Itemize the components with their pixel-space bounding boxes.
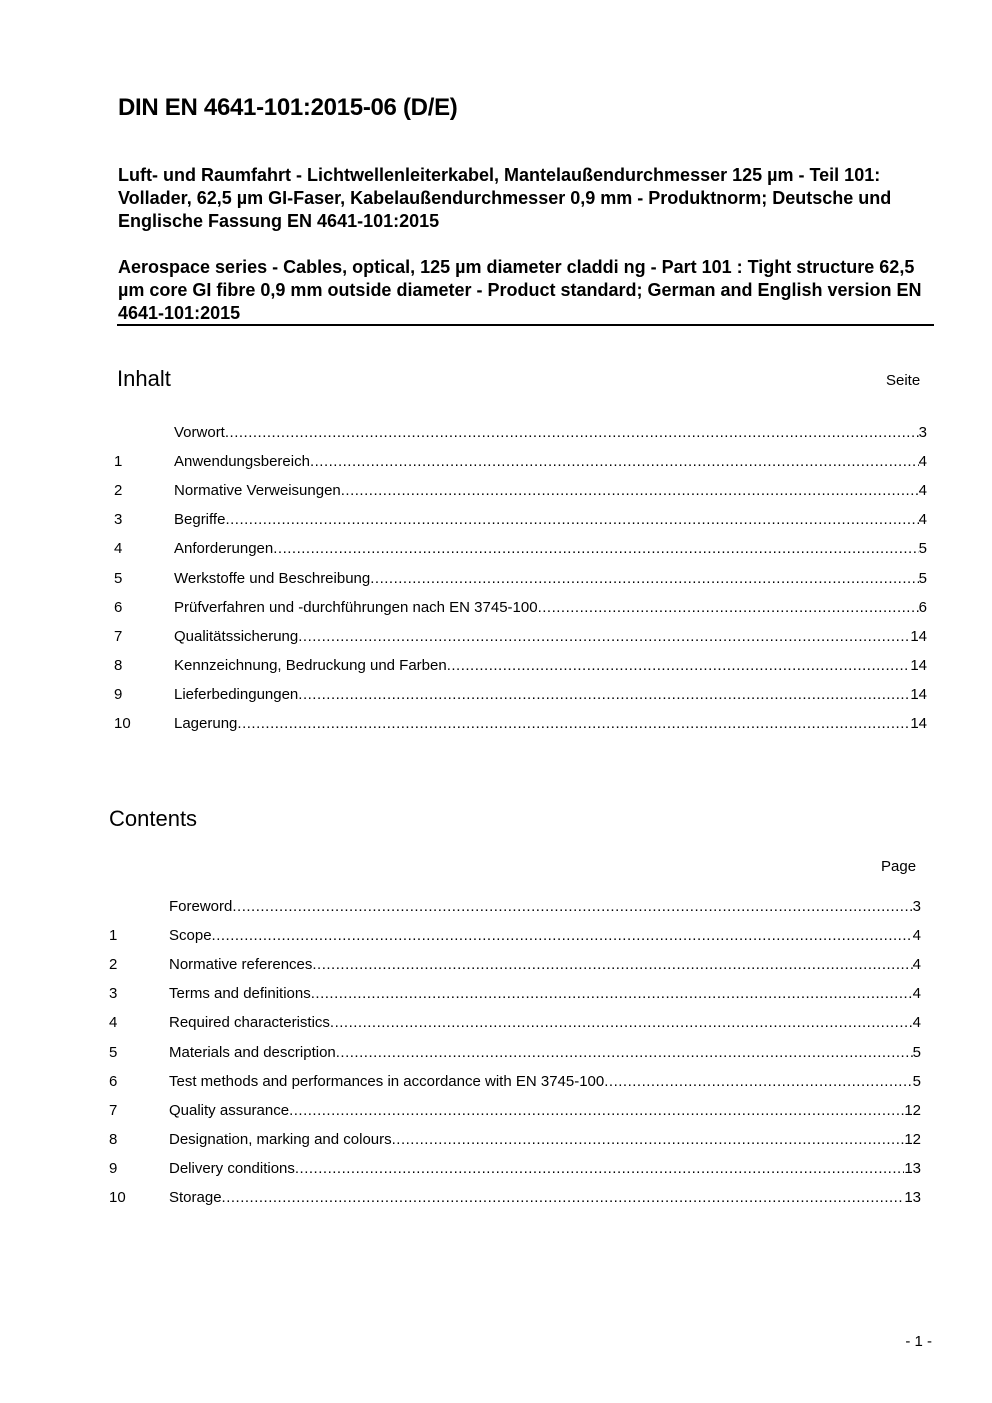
toc-leader-dots <box>225 423 919 443</box>
toc-leader-dots <box>298 627 910 647</box>
toc-entry-page: 3 <box>918 424 927 441</box>
toc-entry-page: 5 <box>918 569 927 587</box>
toc-entry-number: 8 <box>109 1130 118 1148</box>
toc-leader-dots <box>212 926 913 946</box>
toc-entry[interactable] <box>109 1101 921 1121</box>
toc-entry-page: 6 <box>918 598 927 616</box>
toc-leader-dots <box>538 598 919 618</box>
toc-de-page-label: Seite <box>886 372 921 389</box>
toc-entry-page: 14 <box>910 627 927 645</box>
toc-entry-number: 8 <box>114 656 123 674</box>
toc-leader-dots <box>311 984 913 1004</box>
toc-entry-number: 2 <box>109 956 118 974</box>
toc-en-heading: Contents <box>109 806 198 831</box>
toc-entry-title: Materials and description <box>169 1043 336 1061</box>
toc-leader-dots <box>222 1188 905 1208</box>
toc-leader-dots <box>336 1043 913 1063</box>
toc-german <box>114 423 927 733</box>
toc-entry[interactable] <box>114 481 927 501</box>
toc-entry-page: 4 <box>912 956 921 974</box>
title-divider <box>117 324 934 326</box>
toc-entry-number: 9 <box>114 685 123 703</box>
toc-entry[interactable] <box>109 1043 921 1063</box>
toc-leader-dots <box>289 1101 904 1121</box>
toc-entry-title: Prüfverfahren und -durchführungen nach EN 3745-100 <box>174 598 538 616</box>
toc-leader-dots <box>330 1013 913 1033</box>
toc-entry-page: 5 <box>912 1072 921 1090</box>
toc-leader-dots <box>298 685 910 705</box>
toc-entry[interactable] <box>114 598 927 618</box>
toc-entry-title: Normative Verweisungen <box>174 482 341 500</box>
toc-entry[interactable] <box>114 627 927 647</box>
subtitle-english: Aerospace series - Cables, optical, 125 µm diameter claddi ng - Part 101 : Tight structure 62,5 µm core GI fibre 0,9 mm outside diameter - Product standard; German and English version EN 4641-101:2015 <box>118 257 922 323</box>
toc-entry-number: 6 <box>114 598 123 616</box>
toc-entry-title: Foreword <box>169 898 233 915</box>
toc-entry[interactable] <box>109 1130 921 1150</box>
toc-entry-page: 5 <box>918 540 927 558</box>
toc-leader-dots <box>237 714 910 734</box>
toc-entry-page: 12 <box>904 1130 921 1148</box>
document-title: DIN EN 4641-101:2015-06 (D/E) <box>118 94 458 121</box>
toc-entry-number: 9 <box>109 1159 118 1177</box>
toc-entry[interactable] <box>109 955 921 975</box>
toc-entry-page: 3 <box>912 898 921 915</box>
toc-entry-number: 10 <box>109 1189 126 1206</box>
toc-leader-dots <box>295 1159 904 1179</box>
toc-entry[interactable] <box>114 510 927 530</box>
toc-entry-page: 4 <box>912 985 921 1003</box>
toc-entry-number: 1 <box>109 927 118 945</box>
toc-entry-title: Delivery conditions <box>169 1159 295 1177</box>
toc-english <box>109 897 921 1207</box>
toc-entry[interactable] <box>109 1013 921 1033</box>
toc-entry-title: Werkstoffe und Beschreibung <box>174 569 371 587</box>
toc-entry-number: 2 <box>114 482 123 500</box>
toc-entry[interactable] <box>114 423 927 443</box>
toc-entry-number: 5 <box>114 569 123 587</box>
toc-entry-title: Quality assurance <box>169 1101 290 1119</box>
toc-entry-number: 4 <box>109 1014 118 1032</box>
toc-leader-dots <box>310 452 919 472</box>
toc-entry-page: 14 <box>910 715 927 732</box>
toc-entry-title: Normative references <box>169 956 313 974</box>
toc-en-page-label: Page <box>881 858 917 875</box>
toc-entry-page: 4 <box>912 1014 921 1032</box>
toc-entry[interactable] <box>109 1072 921 1092</box>
toc-entry-number: 3 <box>109 985 118 1003</box>
toc-leader-dots <box>225 510 918 530</box>
toc-entry-page: 4 <box>918 511 927 529</box>
toc-entry[interactable] <box>114 452 927 472</box>
toc-leader-dots <box>312 955 912 975</box>
toc-leader-dots <box>232 897 912 917</box>
toc-entry-page: 5 <box>912 1043 921 1061</box>
toc-entry-number: 10 <box>114 715 131 732</box>
toc-entry-title: Vorwort <box>174 424 225 441</box>
toc-entry[interactable] <box>109 926 921 946</box>
toc-leader-dots <box>604 1072 912 1092</box>
toc-entry[interactable] <box>109 1159 921 1179</box>
toc-entry-title: Begriffe <box>174 511 226 529</box>
toc-entry-title: Terms and definitions <box>169 985 311 1003</box>
toc-entry-title: Kennzeichnung, Bedruckung und Farben <box>174 656 447 674</box>
toc-entry[interactable] <box>114 714 927 734</box>
toc-entry-page: 4 <box>918 482 927 500</box>
toc-entry-number: 1 <box>114 453 123 471</box>
toc-entry-title: Scope <box>169 927 212 945</box>
toc-entry-title: Test methods and performances in accordance with EN 3745-100 <box>169 1072 605 1090</box>
toc-entry-title: Lagerung <box>174 715 238 732</box>
toc-entry-number: 7 <box>109 1101 118 1119</box>
toc-entry-number: 3 <box>114 511 123 529</box>
toc-entry-title: Designation, marking and colours <box>169 1130 392 1148</box>
toc-entry-title: Anwendungsbereich <box>174 453 310 471</box>
toc-de-heading: Inhalt <box>117 366 171 391</box>
toc-entry-title: Storage <box>169 1189 222 1206</box>
toc-entry-title: Required characteristics <box>169 1014 330 1032</box>
toc-entry-number: 7 <box>114 627 123 645</box>
toc-leader-dots <box>392 1130 905 1150</box>
toc-leader-dots <box>370 569 918 589</box>
toc-entry-title: Anforderungen <box>174 540 274 558</box>
toc-entry[interactable] <box>109 984 921 1004</box>
toc-entry[interactable] <box>114 685 927 705</box>
toc-leader-dots <box>341 481 919 501</box>
toc-entry[interactable] <box>114 569 927 589</box>
toc-entry-page: 14 <box>910 685 927 703</box>
toc-entry[interactable] <box>109 1188 921 1208</box>
page-number: - 1 - <box>905 1333 932 1350</box>
toc-entry[interactable] <box>114 539 927 559</box>
toc-entry-number: 5 <box>109 1043 118 1061</box>
toc-entry[interactable] <box>109 897 921 917</box>
toc-entry-title: Qualitätssicherung <box>174 627 299 645</box>
toc-entry-page: 12 <box>904 1101 921 1119</box>
subtitle-german: Luft- und Raumfahrt - Lichtwellenleiterkabel, Mantelaußendurchmesser 125 µm - Teil 101: Vollader, 62,5 µm GI-Faser, Kabelaußendurchmesser 0,9 mm - Produktnorm; Deutsche und Englische Fassung EN 4641-101:2015 <box>118 165 892 231</box>
toc-leader-dots <box>447 656 911 676</box>
toc-entry[interactable] <box>114 656 927 676</box>
toc-entry-page: 13 <box>904 1159 921 1177</box>
toc-entry-number: 6 <box>109 1072 118 1090</box>
toc-entry-page: 13 <box>904 1189 921 1206</box>
toc-entry-number: 4 <box>114 540 123 558</box>
toc-entry-page: 14 <box>910 656 927 674</box>
toc-leader-dots <box>273 539 918 559</box>
toc-entry-page: 4 <box>918 453 927 471</box>
toc-entry-title: Lieferbedingungen <box>174 685 299 703</box>
toc-entry-page: 4 <box>912 927 921 945</box>
